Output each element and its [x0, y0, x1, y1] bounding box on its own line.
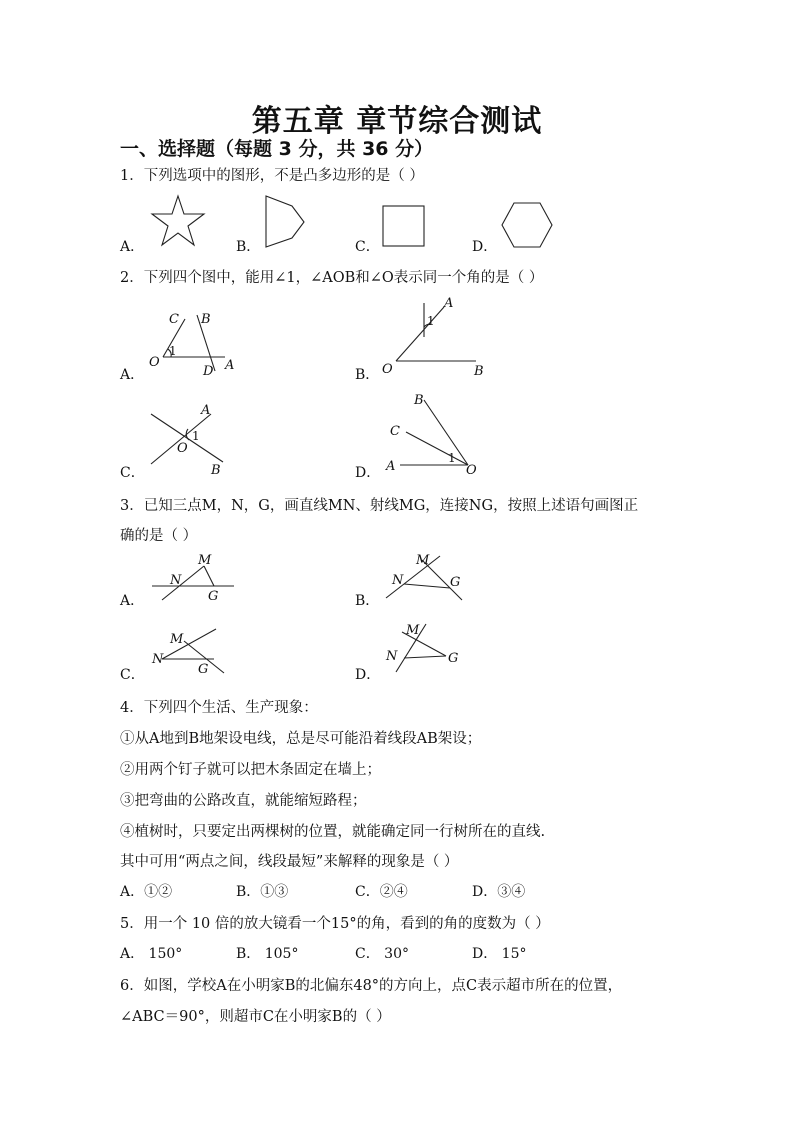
star-icon — [150, 194, 206, 248]
label-1: 1 — [448, 451, 456, 465]
label-m: M — [198, 553, 212, 568]
label-m: M — [406, 623, 420, 638]
q5-option-c: C． 30° — [355, 946, 409, 962]
label-a: A — [225, 358, 235, 373]
label-g: G — [198, 662, 209, 677]
q4-option-a: A．①② — [120, 884, 173, 900]
hexagon-icon — [500, 201, 554, 249]
label-b: B — [414, 393, 424, 408]
q2-option-d: D． — [355, 465, 381, 481]
q4-item-3: ③把弯曲的公路改直，就能缩短路程； — [120, 793, 367, 809]
question-3-text-line2: 确的是（ ） — [120, 528, 198, 544]
q3-option-c: C． — [120, 667, 145, 683]
label-1: 1 — [427, 314, 435, 328]
q4-option-b: B．①③ — [236, 884, 289, 900]
q1-option-d: D． — [472, 239, 498, 255]
q3-figure-b — [382, 546, 477, 606]
label-n: N — [170, 573, 182, 588]
label-a: A — [386, 459, 396, 474]
q2-option-a: A． — [120, 367, 145, 383]
q3-figure-a — [148, 550, 243, 605]
q5-option-d: D． 15° — [472, 946, 527, 962]
label-b: B — [474, 364, 484, 379]
question-3-text-line1: 3．已知三点M，N，G，画直线MN、射线MG，连接NG，按照上述语句画图正 — [120, 498, 639, 514]
label-o: O — [466, 463, 477, 478]
label-1: 1 — [169, 344, 177, 358]
q4-item-1: ①从A地到B地架设电线，总是尽可能沿着线段AB架设； — [120, 731, 482, 747]
q3-option-b: B． — [355, 593, 380, 609]
label-a: A — [444, 296, 454, 311]
q2-option-c: C． — [120, 465, 145, 481]
q1-option-a: A． — [120, 239, 145, 255]
label-n: N — [152, 652, 164, 667]
pentagon-icon — [264, 194, 308, 250]
square-icon — [381, 204, 427, 248]
label-d: D — [203, 364, 214, 379]
q4-option-c: C．②④ — [355, 884, 408, 900]
q2-option-b: B． — [355, 367, 380, 383]
question-1-text: 1．下列选项中的图形，不是凸多边形的是（ ） — [120, 168, 424, 184]
q2-figure-b — [380, 293, 490, 378]
q3-figure-c — [148, 625, 243, 680]
q2-figure-a — [145, 305, 245, 380]
label-o: O — [382, 362, 393, 377]
label-g: G — [448, 651, 459, 666]
label-n: N — [386, 649, 398, 664]
label-c: C — [390, 424, 400, 439]
q2-figure-d — [380, 392, 490, 477]
label-b: B — [201, 312, 211, 327]
question-4-question: 其中可用“两点之间，线段最短”来解释的现象是（ ） — [120, 854, 459, 870]
question-4-intro: 4．下列四个生活、生产现象： — [120, 700, 318, 716]
label-m: M — [170, 632, 184, 647]
q1-option-b: B． — [236, 239, 261, 255]
label-m: M — [416, 553, 430, 568]
label-a: A — [201, 403, 211, 418]
q2-figure-c — [145, 400, 240, 478]
label-g: G — [450, 575, 461, 590]
q3-option-a: A． — [120, 593, 145, 609]
question-6-text-line1: 6．如图，学校A在小明家B的北偏东48°的方向上，点C表示超市所在的位置， — [120, 978, 623, 994]
label-c: C — [169, 312, 179, 327]
label-n: N — [392, 573, 404, 588]
label-o: O — [177, 441, 188, 456]
q4-item-4: ④植树时，只要定出两棵树的位置，就能确定同一行树所在的直线. — [120, 824, 546, 840]
q4-option-d: D．③④ — [472, 884, 526, 900]
label-g: G — [208, 589, 219, 604]
q5-option-a: A． 150° — [120, 946, 183, 962]
question-6-text-line2: ∠ABC＝90°，则超市C在小明家B的（ ） — [120, 1009, 391, 1025]
question-2-text: 2．下列四个图中，能用∠1，∠AOB和∠O表示同一个角的是（ ） — [120, 270, 544, 286]
page-title: 第五章 章节综合测试 — [251, 104, 543, 139]
section-heading: 一、选择题（每题 3 分，共 36 分） — [120, 138, 434, 160]
q3-option-d: D． — [355, 667, 381, 683]
label-b: B — [211, 463, 221, 478]
q1-option-c: C． — [355, 239, 380, 255]
question-5-text: 5．用一个 10 倍的放大镜看一个15°的角，看到的角的度数为（ ） — [120, 916, 550, 932]
label-o: O — [149, 355, 160, 370]
q3-figure-d — [382, 620, 477, 680]
label-1: 1 — [192, 429, 200, 443]
q4-item-2: ②用两个钉子就可以把木条固定在墙上； — [120, 762, 381, 778]
q5-option-b: B． 105° — [236, 946, 299, 962]
